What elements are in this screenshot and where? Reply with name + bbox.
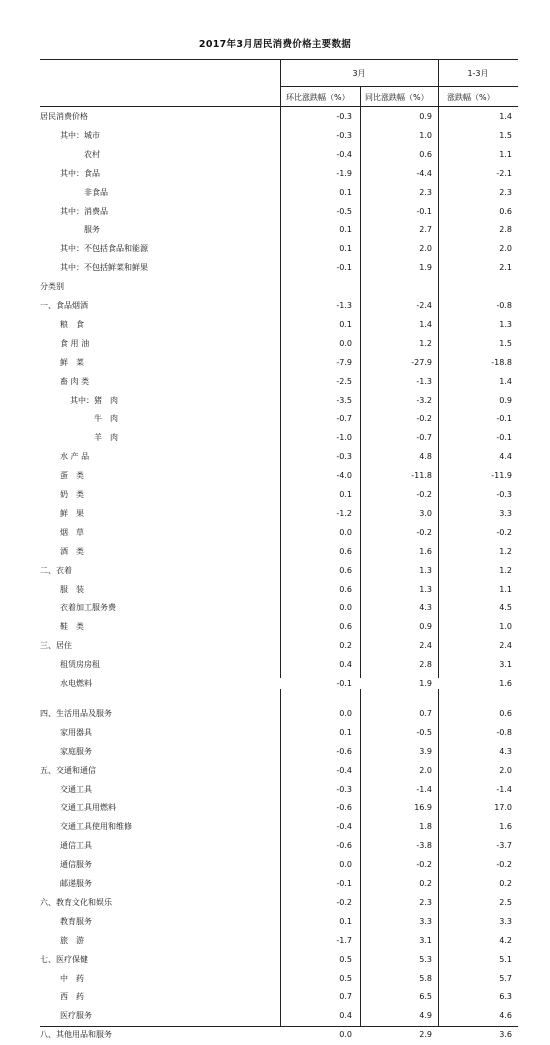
table-row	[0, 316, 550, 335]
row-value-mom: 0.4	[339, 660, 352, 670]
table-row	[0, 486, 550, 505]
row-value-mom: -0.1	[336, 679, 352, 688]
row-value-yoy: 2.7	[419, 225, 432, 235]
row-label: 七、医疗保健	[40, 954, 88, 964]
row-value-mom: 0.2	[339, 641, 352, 651]
row-label: 粮 食	[60, 319, 84, 329]
row-value-cum: 1.3	[499, 319, 512, 329]
row-value-mom: -0.6	[336, 803, 352, 813]
row-value-yoy: 1.3	[419, 584, 432, 594]
row-value-yoy: 5.3	[419, 954, 432, 964]
row-label: 西 药	[60, 992, 84, 1002]
row-label: 鲜 果	[60, 508, 84, 518]
row-value-yoy: 2.3	[419, 187, 432, 197]
table-row	[0, 913, 550, 932]
row-value-yoy: 4.3	[419, 603, 432, 613]
row-value-mom: -1.7	[336, 935, 352, 945]
row-value-cum: -3.7	[496, 841, 512, 851]
row-label: 非食品	[84, 187, 108, 197]
row-value-mom: 0.1	[339, 727, 352, 737]
row-label: 服务	[84, 225, 100, 235]
row-value-yoy: -1.3	[416, 376, 432, 386]
row-label: 烟 草	[60, 527, 84, 537]
row-value-cum: 1.2	[499, 546, 512, 556]
row-value-yoy: -0.2	[416, 527, 432, 537]
row-label: 分类别	[40, 282, 64, 292]
row-value-cum: -2.1	[496, 168, 512, 178]
table-row	[0, 108, 550, 127]
row-label: 家庭服务	[60, 746, 92, 756]
row-label: 鞋 类	[60, 622, 84, 632]
row-value-yoy: -1.4	[416, 784, 432, 794]
table-row	[0, 146, 550, 165]
table-row	[0, 856, 550, 875]
table-row	[0, 837, 550, 856]
row-value-cum: 2.0	[499, 244, 512, 254]
row-label: 交通工具使用和维修	[60, 822, 132, 832]
table-row	[0, 970, 550, 989]
row-value-cum: 1.5	[499, 338, 512, 348]
row-value-mom: 0.0	[339, 1030, 352, 1040]
row-value-cum: -0.1	[496, 414, 512, 424]
row-value-cum: 2.4	[499, 641, 512, 651]
header-col-cum: 涨跌幅（%）	[447, 93, 495, 102]
table-row	[0, 221, 550, 240]
table-row	[0, 1026, 550, 1045]
row-value-cum: 5.7	[499, 973, 512, 983]
row-value-yoy: -0.7	[416, 433, 432, 443]
row-label: 家用器具	[60, 727, 92, 737]
row-value-mom: 0.1	[339, 244, 352, 254]
table-row	[0, 127, 550, 146]
row-value-cum: 0.2	[499, 879, 512, 888]
row-value-mom: -0.2	[336, 897, 352, 907]
row-value-cum: 0.9	[499, 395, 512, 405]
table-row	[0, 543, 550, 562]
header-group-march: 3月	[352, 69, 366, 78]
row-label: 奶 类	[60, 490, 84, 499]
row-value-cum: -11.9	[491, 471, 512, 481]
row-value-cum: -1.4	[496, 784, 512, 794]
row-label: 邮递服务	[60, 879, 92, 888]
row-value-cum: 2.5	[499, 897, 512, 907]
row-value-mom: -7.9	[336, 357, 352, 367]
row-value-mom: 0.1	[339, 490, 352, 499]
row-value-mom: -1.0	[336, 433, 352, 443]
row-value-yoy: 3.0	[419, 508, 432, 518]
table-row	[0, 240, 550, 259]
row-label: 一、食品烟酒	[40, 301, 88, 310]
row-label: 六、教育文化和娱乐	[40, 897, 112, 907]
row-value-yoy: 1.8	[419, 822, 432, 832]
row-value-yoy: -3.8	[416, 841, 432, 851]
row-value-yoy: 0.6	[419, 149, 432, 159]
row-label: 羊 肉	[94, 433, 118, 443]
row-label: 水 产 品	[60, 452, 90, 462]
row-value-mom: -0.3	[336, 112, 352, 121]
row-value-cum: 0.6	[499, 708, 512, 718]
row-value-yoy: 2.3	[419, 897, 432, 907]
row-value-mom: -1.9	[336, 168, 352, 178]
row-value-yoy: 1.3	[419, 565, 432, 575]
row-label: 农村	[84, 149, 100, 159]
row-label: 五、交通和通信	[40, 765, 96, 775]
row-value-cum: 4.2	[499, 935, 512, 945]
row-label: 其中：猪 肉	[70, 395, 118, 405]
table-row	[0, 184, 550, 203]
row-value-mom: 0.1	[339, 916, 352, 926]
row-value-yoy: 0.7	[419, 708, 432, 718]
table-row	[0, 392, 550, 411]
row-value-cum: 3.3	[499, 508, 512, 518]
row-value-cum: 4.6	[499, 1011, 512, 1021]
row-label: 酒 类	[60, 546, 84, 556]
row-label: 通信工具	[60, 841, 92, 851]
row-value-cum: 1.1	[499, 584, 512, 594]
row-value-cum: 3.3	[499, 916, 512, 926]
row-value-mom: -1.2	[336, 508, 352, 518]
row-value-mom: -0.6	[336, 841, 352, 851]
table-row	[0, 656, 550, 675]
row-value-mom: 0.4	[339, 1011, 352, 1021]
row-label: 居民消费价格	[40, 112, 88, 121]
row-label: 其中：不包括食品和能源	[60, 244, 148, 254]
row-value-mom: 0.0	[339, 708, 352, 718]
table-row	[0, 448, 550, 467]
table-row	[0, 875, 550, 894]
table-row	[0, 599, 550, 618]
row-value-mom: -2.5	[336, 376, 352, 386]
row-value-mom: -3.5	[336, 395, 352, 405]
row-value-yoy: 0.9	[419, 112, 432, 121]
row-value-yoy: -3.2	[416, 395, 432, 405]
row-value-mom: 0.1	[339, 319, 352, 329]
table-row	[0, 781, 550, 800]
table-row	[0, 675, 550, 694]
row-value-yoy: 2.0	[419, 765, 432, 775]
row-value-cum: 1.6	[499, 679, 512, 688]
row-label: 畜 肉 类	[60, 376, 90, 386]
row-value-cum: 1.5	[499, 130, 512, 140]
row-value-cum: 2.0	[499, 765, 512, 775]
row-value-mom: 0.5	[339, 954, 352, 964]
row-value-cum: 3.1	[499, 660, 512, 670]
row-value-mom: 0.0	[339, 603, 352, 613]
row-value-mom: -0.1	[336, 879, 352, 888]
table-row	[0, 799, 550, 818]
row-label: 交通工具	[60, 784, 92, 794]
row-value-yoy: -4.4	[416, 168, 432, 178]
row-value-cum: 2.3	[499, 187, 512, 197]
table-row	[0, 951, 550, 970]
row-label: 服 装	[60, 584, 84, 594]
row-label: 租赁房房租	[60, 660, 100, 670]
table-row	[0, 467, 550, 486]
table-row	[0, 524, 550, 543]
row-value-mom: 0.1	[339, 187, 352, 197]
row-value-mom: -0.1	[336, 263, 352, 273]
row-value-mom: 0.0	[339, 527, 352, 537]
row-value-cum: 17.0	[494, 803, 512, 813]
table-row	[0, 743, 550, 762]
row-value-cum: -0.1	[496, 433, 512, 443]
table-row	[0, 618, 550, 637]
table-row	[0, 429, 550, 448]
row-value-cum: 2.1	[499, 263, 512, 273]
row-value-mom: -4.0	[336, 471, 352, 481]
table-row	[0, 505, 550, 524]
table-row	[0, 562, 550, 581]
table-row	[0, 259, 550, 278]
row-label: 教育服务	[60, 916, 92, 926]
row-value-yoy: 4.8	[419, 452, 432, 462]
row-value-mom: 0.1	[339, 225, 352, 235]
row-value-cum: 4.5	[499, 603, 512, 613]
row-label: 水电燃料	[60, 679, 92, 688]
table-row	[0, 410, 550, 429]
row-value-cum: 1.4	[499, 112, 512, 121]
row-value-mom: -0.6	[336, 746, 352, 756]
row-label: 衣着加工服务费	[60, 603, 116, 613]
row-value-cum: -0.3	[496, 490, 512, 499]
row-label: 鲜 菜	[60, 357, 84, 367]
row-value-yoy: -0.5	[416, 727, 432, 737]
row-value-cum: 1.4	[499, 376, 512, 386]
page-title: 2017年3月居民消费价格主要数据	[198, 39, 352, 50]
table-row	[0, 203, 550, 222]
table-row	[0, 165, 550, 184]
row-label: 交通工具用燃料	[60, 803, 116, 813]
row-label: 通信服务	[60, 860, 92, 870]
row-value-cum: 1.6	[499, 822, 512, 832]
row-value-yoy: -0.1	[416, 206, 432, 216]
row-label: 食 用 油	[60, 338, 90, 348]
row-label: 旅 游	[60, 935, 84, 945]
row-label: 牛 肉	[94, 414, 118, 424]
row-value-mom: -0.4	[336, 765, 352, 775]
row-value-mom: -1.3	[336, 301, 352, 310]
row-value-yoy: 6.5	[419, 992, 432, 1002]
row-value-yoy: -11.8	[411, 471, 432, 481]
row-value-yoy: -27.9	[411, 357, 432, 367]
row-label: 三、居住	[40, 641, 72, 651]
header-group-q1: 1-3月	[467, 69, 489, 78]
row-value-yoy: -2.4	[416, 301, 432, 310]
row-value-mom: -0.3	[336, 452, 352, 462]
row-value-cum: -0.8	[496, 301, 512, 310]
row-value-mom: 0.6	[339, 565, 352, 575]
row-value-yoy: 2.9	[419, 1030, 432, 1040]
table-row	[0, 637, 550, 656]
row-value-mom: -0.3	[336, 130, 352, 140]
row-value-yoy: 1.9	[419, 679, 432, 688]
row-value-yoy: -0.2	[416, 490, 432, 499]
row-value-mom: 0.7	[339, 992, 352, 1002]
row-value-yoy: 2.0	[419, 244, 432, 254]
row-label: 其中：食品	[60, 168, 100, 178]
row-value-yoy: 1.2	[419, 338, 432, 348]
row-value-yoy: 2.4	[419, 641, 432, 651]
table-row	[0, 818, 550, 837]
row-label: 其中：城市	[60, 130, 100, 140]
row-label: 八、其他用品和服务	[40, 1030, 112, 1040]
row-label: 医疗服务	[60, 1011, 92, 1021]
row-value-cum: -0.2	[496, 860, 512, 870]
row-label: 四、生活用品及服务	[40, 708, 112, 718]
row-value-yoy: 3.1	[419, 935, 432, 945]
row-label: 蛋 类	[60, 471, 84, 481]
row-value-mom: 0.0	[339, 338, 352, 348]
row-value-cum: -18.8	[491, 357, 512, 367]
row-value-cum: 5.1	[499, 954, 512, 964]
row-value-yoy: 0.9	[419, 622, 432, 632]
row-value-yoy: 1.6	[419, 546, 432, 556]
table-row	[0, 373, 550, 392]
row-value-mom: 0.5	[339, 973, 352, 983]
row-value-mom: 0.6	[339, 584, 352, 594]
row-value-cum: 1.1	[499, 149, 512, 159]
row-value-cum: 0.6	[499, 206, 512, 216]
row-value-mom: -0.3	[336, 784, 352, 794]
row-value-yoy: 4.9	[419, 1011, 432, 1021]
table-row	[0, 1007, 550, 1026]
row-value-yoy: 1.4	[419, 319, 432, 329]
row-value-yoy: 16.9	[414, 803, 432, 813]
table-row	[0, 354, 550, 373]
row-value-yoy: -0.2	[416, 414, 432, 424]
row-value-cum: -0.2	[496, 527, 512, 537]
row-value-yoy: 0.2	[419, 879, 432, 888]
row-value-cum: 4.4	[499, 452, 512, 462]
row-value-cum: 1.0	[499, 622, 512, 632]
row-value-yoy: -0.2	[416, 860, 432, 870]
row-value-yoy: 2.8	[419, 660, 432, 670]
row-value-mom: 0.0	[339, 860, 352, 870]
row-value-yoy: 1.9	[419, 263, 432, 273]
row-label: 其中：不包括鲜菜和鲜果	[60, 263, 148, 273]
table-row	[0, 894, 550, 913]
row-value-cum: 2.8	[499, 225, 512, 235]
row-value-mom: -0.4	[336, 149, 352, 159]
row-label: 中 药	[60, 973, 84, 983]
table-row	[0, 335, 550, 354]
row-value-cum: -0.8	[496, 727, 512, 737]
table-row	[0, 762, 550, 781]
table-row	[0, 581, 550, 600]
row-value-mom: 0.6	[339, 546, 352, 556]
row-value-yoy: 3.9	[419, 746, 432, 756]
row-value-cum: 1.2	[499, 565, 512, 575]
row-value-yoy: 1.0	[419, 130, 432, 140]
table-row	[0, 988, 550, 1007]
row-value-cum: 3.6	[499, 1030, 512, 1040]
table-row	[0, 724, 550, 743]
row-value-cum: 6.3	[499, 992, 512, 1002]
header-col-mom: 环比涨跌幅（%）	[286, 93, 350, 102]
table-row	[0, 297, 550, 316]
row-label: 其中：消费品	[60, 206, 108, 216]
table-row	[0, 932, 550, 951]
table-row	[0, 705, 550, 724]
row-value-mom: 0.6	[339, 622, 352, 632]
row-value-mom: -0.4	[336, 822, 352, 832]
row-label: 二、衣着	[40, 565, 72, 575]
row-value-yoy: 3.3	[419, 916, 432, 926]
row-value-cum: 4.3	[499, 746, 512, 756]
row-value-mom: -0.5	[336, 206, 352, 216]
table-row	[0, 278, 550, 297]
row-value-yoy: 5.8	[419, 973, 432, 983]
header-col-yoy: 同比涨跌幅（%）	[365, 93, 429, 102]
row-value-mom: -0.7	[336, 414, 352, 424]
